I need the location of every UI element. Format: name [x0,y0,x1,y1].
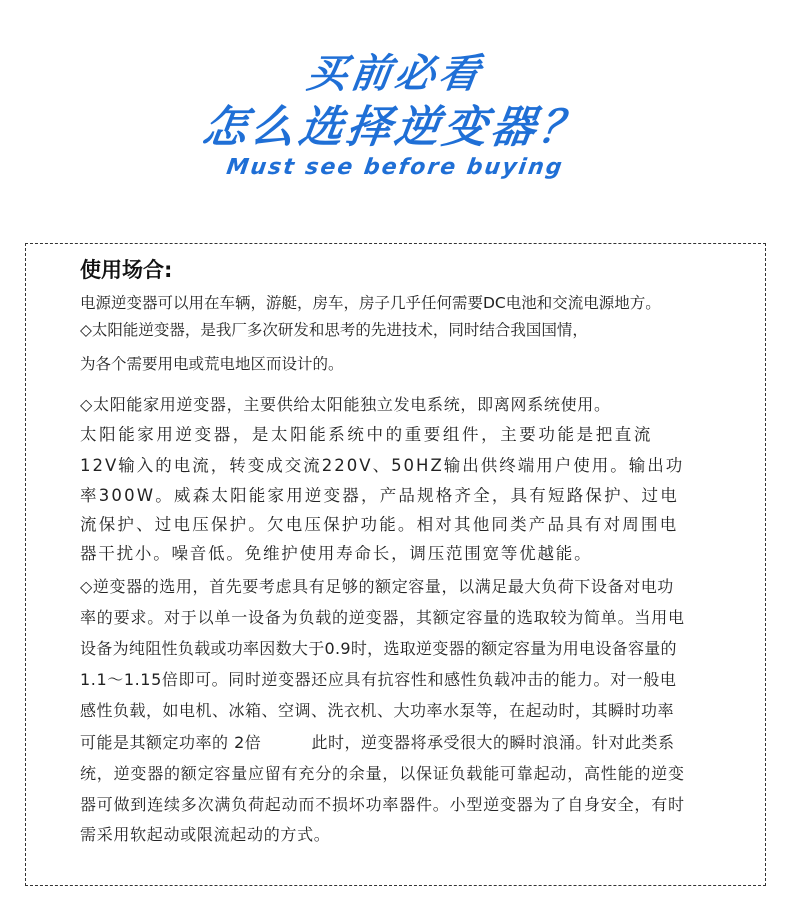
text-line: 电源逆变器可以用在车辆，游艇，房车，房子几乎任何需要DC电池和交流电源地方。 [80,294,661,312]
text-line: ◇太阳能逆变器，是我厂多次研发和思考的先进技术，同时结合我国国情， [80,321,588,339]
section-heading: 使用场合: [80,258,173,282]
text-line: 统，逆变器的额定容量应留有充分的余量，以保证负载能可靠起动，高性能的逆变 [80,764,685,783]
text-line: 需采用软起动或限流起动的方式。 [80,825,331,844]
text-line: 流保护、过电压保护。欠电压保护功能。相对其他同类产品具有对周围电 [80,515,679,534]
text-line: 可能是其额定功率的 2倍 此时，逆变器将承受很大的瞬时浪涌。针对此类系 [80,733,675,752]
text-line: ◇太阳能家用逆变器，主要供给太阳能独立发电系统，即离网系统使用。 [80,395,611,414]
text-line: 1.1～1.15倍即可。同时逆变器还应具有抗容性和感性负载冲击的能力。对一般电 [80,670,677,689]
title-line2: 怎么选择逆变器？ [199,102,591,153]
text-line: 率的要求。对于以单一设备为负载的逆变器，其额定容量的选取较为简单。当用电 [80,608,685,627]
text-line: 设备为纯阻性负载或功率因数大于0.9时，选取逆变器的额定容量为用电设备容量的 [80,639,677,658]
text-line: 器干扰小。噪音低。免维护使用寿命长，调压范围宽等优越能。 [80,544,593,563]
text-line: 太阳能家用逆变器，是太阳能系统中的重要组件，主要功能是把直流 [80,425,653,444]
text-line: 率300W。威森太阳能家用逆变器，产品规格齐全，具有短路保护、过电 [80,486,679,505]
subtitle: Must see before buying [224,155,566,180]
text-line: 为各个需要用电或荒电地区而设计的。 [80,355,344,373]
title-line1: 买前必看 [303,51,487,97]
text-line: 感性负载，如电机、冰箱、空调、洗衣机、大功率水泵等，在起动时，其瞬时功率 [80,701,675,720]
text-line: ◇逆变器的选用，首先要考虑具有足够的额定容量，以满足最大负荷下设备对电功 [80,577,674,596]
text-line: 12V输入的电流，转变成交流220V、50HZ输出供终端用户使用。输出功 [80,456,685,475]
text-line: 器可做到连续多次满负荷起动而不损坏功率器件。小型逆变器为了自身安全，有时 [80,795,685,814]
